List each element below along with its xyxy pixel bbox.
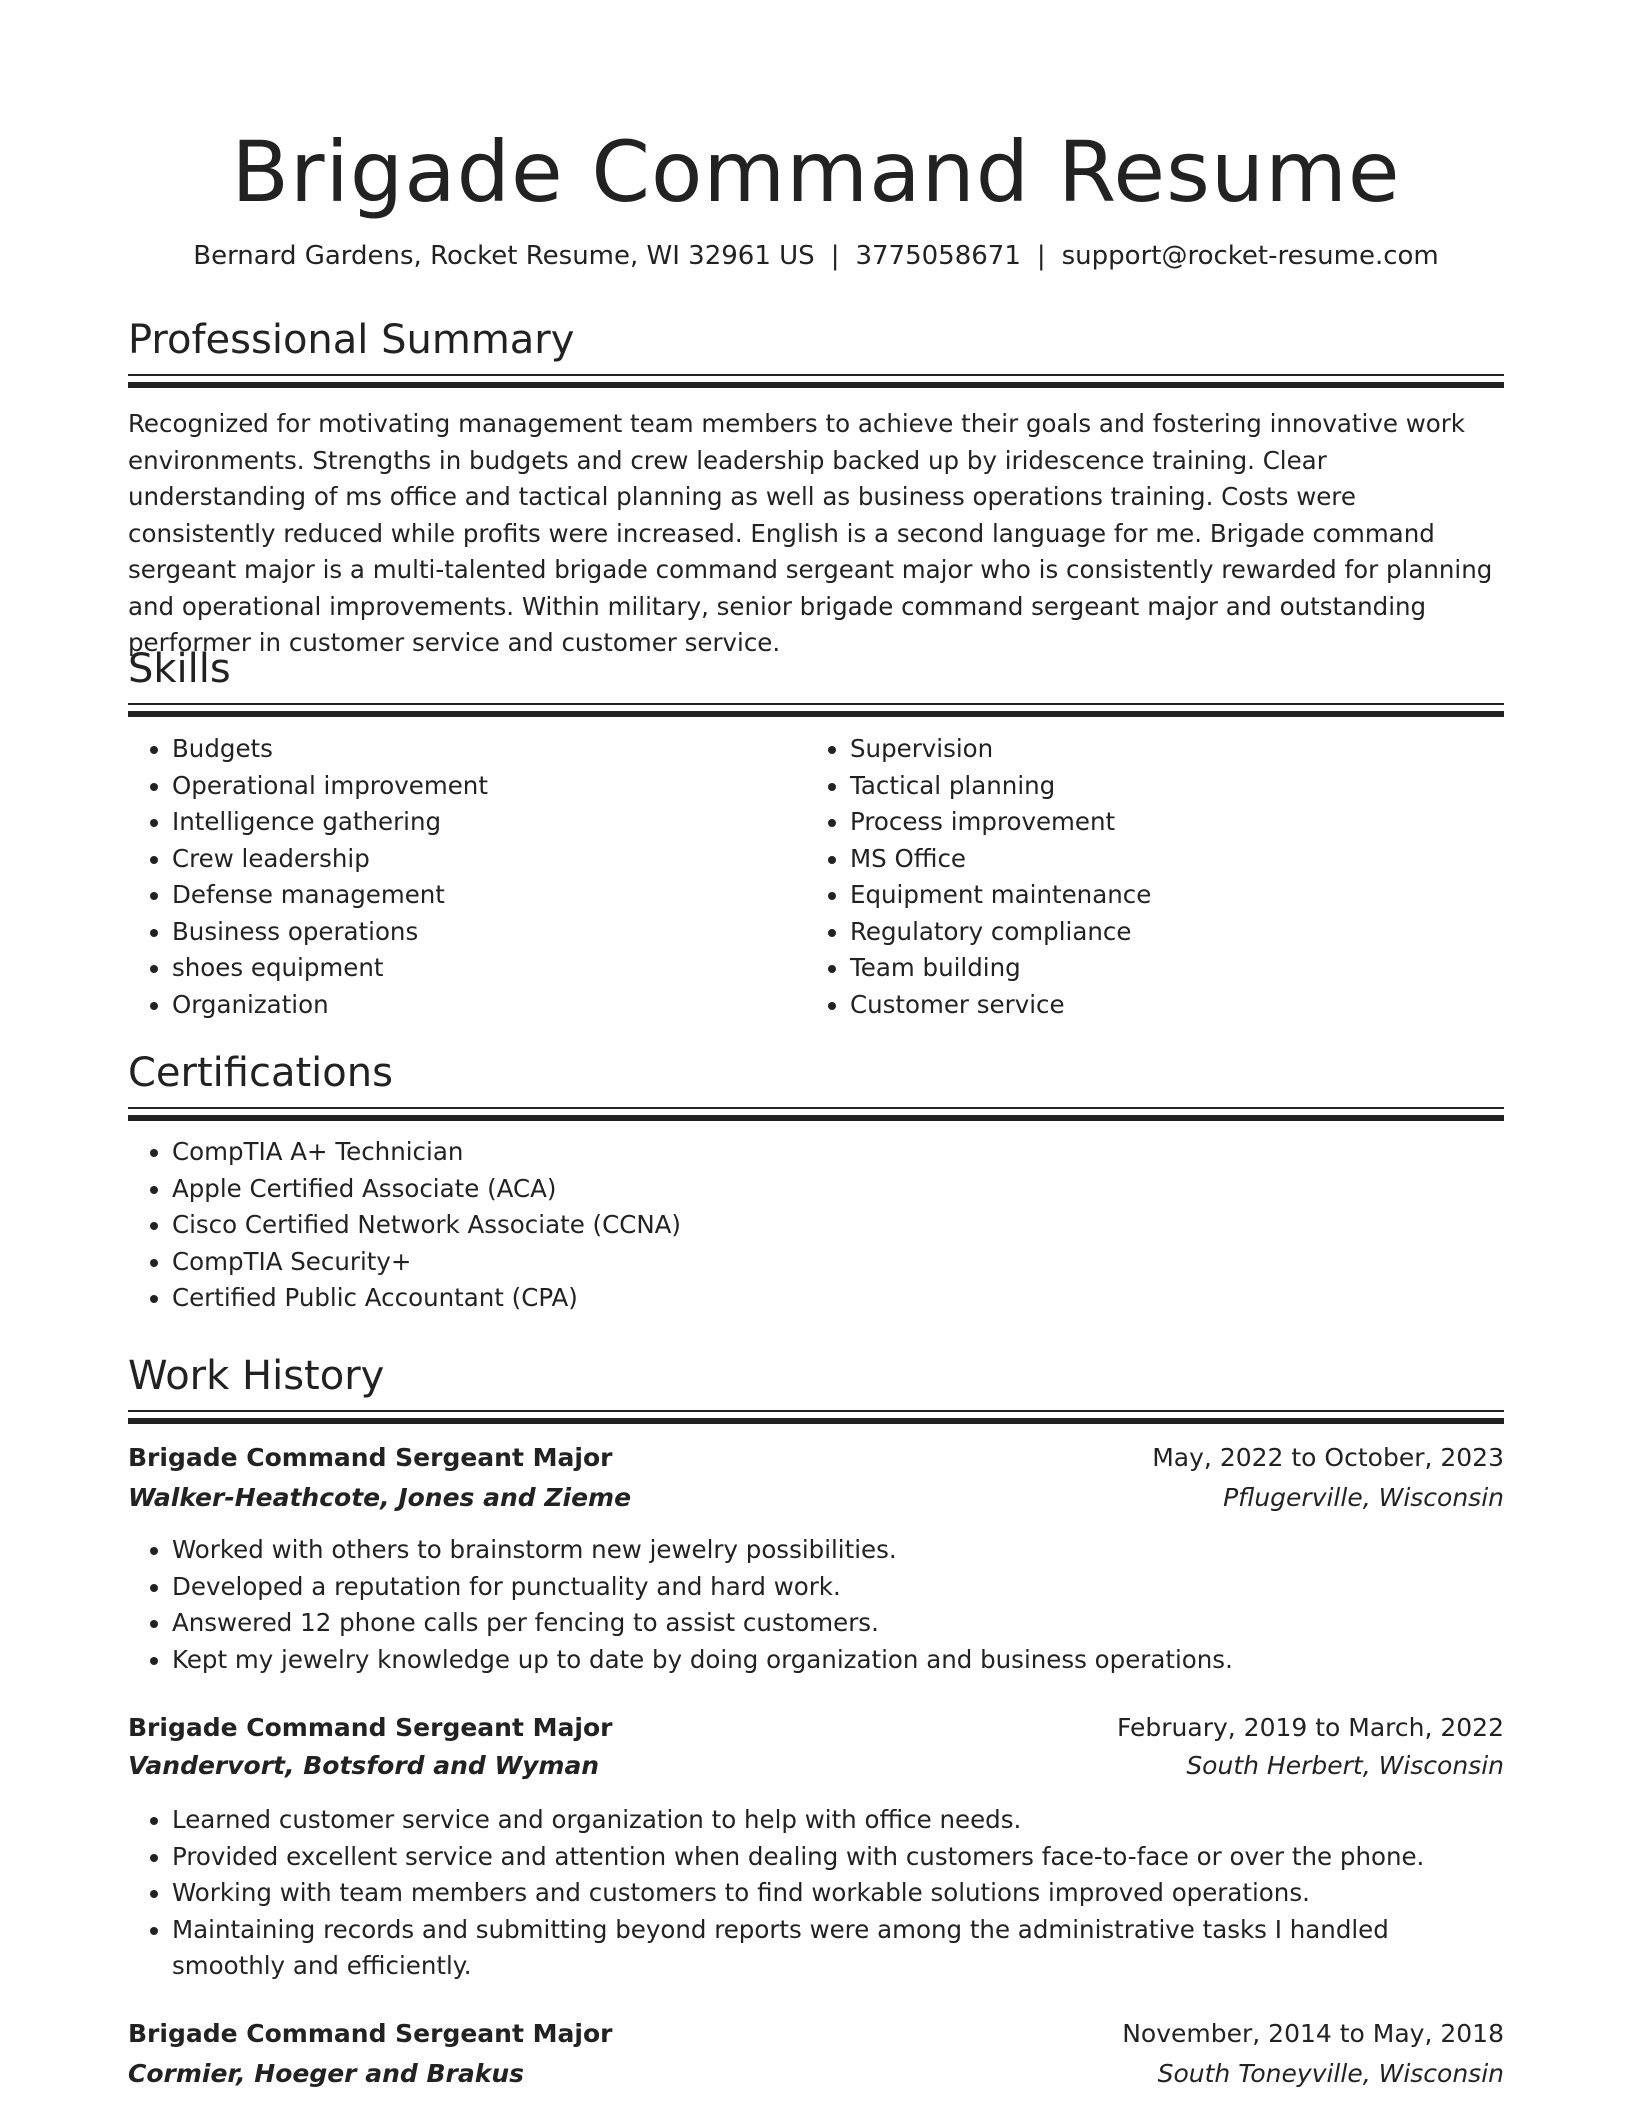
certification-item: • Cisco Certified Network Associate (CCNA) [172, 1207, 1504, 1244]
summary-divider [128, 374, 1504, 388]
job-dates: November, 2014 to May, 2018 [1122, 2019, 1504, 2048]
skill-item: • Defense management [172, 877, 792, 914]
job-bullet: • Working with team members and customers to find workable solutions improved operations. [172, 1875, 1504, 1912]
contact-line [0, 240, 1632, 272]
job-location: South Toneyville, Wisconsin [1157, 2059, 1504, 2088]
job-bullets [128, 1532, 1504, 1678]
job-bullet: • Answered 12 phone calls per fencing to assist customers. [172, 1605, 1504, 1642]
resume-name: Brigade Command Resume [231, 123, 1401, 221]
certification-item: • CompTIA A+ Technician [172, 1134, 1504, 1171]
job-bullet: • Developed a reputation for punctuality and hard work. [172, 1569, 1504, 1606]
skill-item: • Operational improvement [172, 768, 792, 805]
work-history-divider [128, 1410, 1504, 1424]
skill-item: • Business operations [172, 914, 792, 951]
job-bullet: • Kept my jewelry knowledge up to date by doing organization and business operations. [172, 1642, 1504, 1679]
job-dates: February, 2019 to March, 2022 [1116, 1713, 1504, 1742]
job-title: Brigade Command Sergeant Major [128, 1713, 613, 1742]
certification-item: • Apple Certified Associate (ACA) [172, 1171, 1504, 1208]
skills-heading: Skills [128, 646, 231, 692]
job-title: Brigade Command Sergeant Major [128, 1443, 613, 1472]
job-company: Cormier, Hoeger and Brakus [128, 2059, 525, 2088]
certification-item: • CompTIA Security+ [172, 1244, 1504, 1281]
contact-separator: | [830, 241, 840, 271]
skills-divider [128, 703, 1504, 717]
job-company: Vandervort, Botsford and Wyman [128, 1751, 600, 1780]
skill-item: • Organization [172, 987, 792, 1024]
skills-list-right [806, 731, 1510, 1023]
contact-phone: 3775058671 [855, 241, 1021, 271]
job-location: Pflugerville, Wisconsin [1223, 1483, 1504, 1512]
skill-item: • Supervision [850, 731, 1510, 768]
job-title: Brigade Command Sergeant Major [128, 2019, 613, 2048]
contact-email: support@rocket-resume.com [1061, 241, 1439, 271]
skill-item: • Process improvement [850, 804, 1510, 841]
job-bullet: • Provided excellent service and attention when dealing with customers face-to-face or over the phone. [172, 1839, 1504, 1876]
certifications-divider [128, 1107, 1504, 1121]
skill-item: • Crew leadership [172, 841, 792, 878]
skill-item: • Equipment maintenance [850, 877, 1510, 914]
work-history-heading: Work History [128, 1353, 385, 1399]
skill-item: • Regulatory compliance [850, 914, 1510, 951]
job-dates: May, 2022 to October, 2023 [1152, 1443, 1504, 1472]
skill-item: • MS Office [850, 841, 1510, 878]
certifications-heading: Certifications [128, 1050, 393, 1096]
job-bullets [128, 1802, 1504, 1985]
certifications-list [128, 1134, 1504, 1317]
contact-address: Bernard Gardens, Rocket Resume, WI 32961 US [193, 241, 815, 271]
skill-item: • Budgets [172, 731, 792, 768]
skill-item: • Tactical planning [850, 768, 1510, 805]
skills-list-left [128, 731, 792, 1023]
job-location: South Herbert, Wisconsin [1186, 1751, 1504, 1780]
job-bullet: • Maintaining records and submitting beyond reports were among the administrative tasks I handled smoothly and efficiently. [172, 1912, 1504, 1985]
skill-item: • Intelligence gathering [172, 804, 792, 841]
summary-heading: Professional Summary [128, 317, 575, 363]
summary-text: Recognized for motivating management team members to achieve their goals and fostering innovative work environments. Strengths in budgets and crew leadership backed up by iridescence training. Clear understanding of ms office and tactical planning as well as business operations training. Costs were consistently reduced while profits were increased. English is a second language for me. Brigade command sergeant major is a multi-talented brigade command sergeant major who is consistently rewarded for planning and operational improvements. Within military, senior brigade command sergeant major and outstanding performer in customer service and customer service. [128, 409, 1493, 657]
skill-item: • Customer service [850, 987, 1510, 1024]
skill-item: • Team building [850, 950, 1510, 987]
contact-separator: | [1036, 241, 1046, 271]
skill-item: • shoes equipment [172, 950, 792, 987]
certification-item: • Certified Public Accountant (CPA) [172, 1280, 1504, 1317]
job-bullet: • Learned customer service and organization to help with office needs. [172, 1802, 1504, 1839]
job-company: Walker-Heathcote, Jones and Zieme [128, 1483, 632, 1512]
job-bullet: • Worked with others to brainstorm new jewelry possibilities. [172, 1532, 1504, 1569]
